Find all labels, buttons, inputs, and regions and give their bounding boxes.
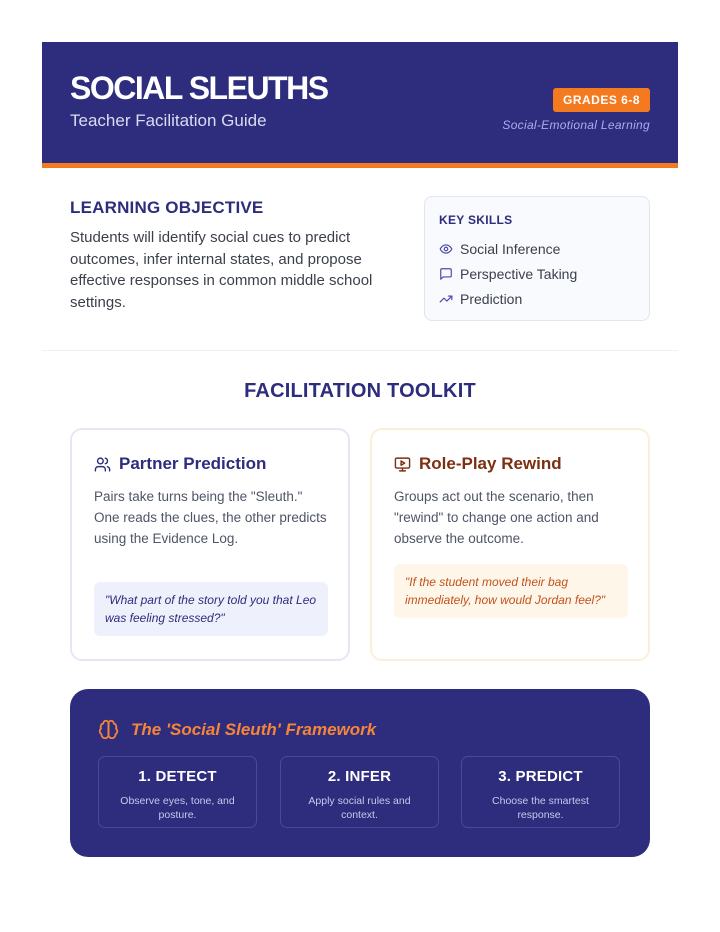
framework-heading bbox=[98, 719, 376, 740]
card-title: Role-Play Rewind bbox=[419, 454, 562, 473]
eye-icon bbox=[439, 242, 453, 256]
objective-text: Students will identify social cues to predict outcomes, infer internal states, and propose effective responses in common middle school settings. bbox=[70, 229, 373, 311]
card-quote: "What part of the story told you that Leo was feeling stressed?" bbox=[94, 582, 328, 636]
step-description: Choose the smartest response. bbox=[492, 795, 589, 821]
speech-bubble-icon bbox=[439, 267, 453, 281]
toolkit-title: FACILITATION TOOLKIT bbox=[244, 380, 476, 402]
framework-panel bbox=[70, 689, 650, 857]
framework-step-infer bbox=[280, 756, 439, 828]
step-title: 2. INFER bbox=[327, 768, 392, 785]
subject-tagline: Social-Emotional Learning bbox=[502, 118, 650, 132]
skill-item bbox=[439, 236, 635, 261]
framework-title: The 'Social Sleuth' Framework bbox=[131, 719, 377, 739]
guide-title: SOCIAL SLEUTHS bbox=[70, 70, 328, 106]
header-banner bbox=[42, 42, 678, 168]
grade-badge: GRADES 6-8 bbox=[553, 88, 650, 112]
skill-label: Perspective Taking bbox=[460, 265, 578, 282]
objective-heading: LEARNING OBJECTIVE bbox=[70, 198, 264, 217]
toolkit-card-partner-prediction bbox=[70, 428, 350, 661]
card-title: Partner Prediction bbox=[119, 454, 267, 473]
brain-icon bbox=[98, 719, 119, 740]
card-description: Pairs take turns being the "Sleuth." One reads the clues, the other predicts using the Evidence Log. bbox=[94, 489, 327, 546]
skills-heading: KEY SKILLS bbox=[439, 213, 513, 227]
toolkit-card-role-play-rewind bbox=[370, 428, 650, 661]
key-skills-box bbox=[424, 196, 650, 321]
card-heading bbox=[394, 454, 562, 474]
card-heading bbox=[94, 454, 266, 474]
section-divider bbox=[42, 350, 678, 351]
step-description: Observe eyes, tone, and posture. bbox=[120, 795, 235, 821]
card-description: Groups act out the scenario, then "rewind" to change one action and observe the outcome. bbox=[394, 489, 599, 546]
skill-label: Social Inference bbox=[460, 240, 561, 257]
step-title: 3. PREDICT bbox=[498, 768, 583, 785]
trending-up-icon bbox=[439, 292, 453, 306]
framework-step-detect bbox=[98, 756, 257, 828]
card-quote: "If the student moved their bag immediately, how would Jordan feel?" bbox=[394, 564, 628, 618]
skill-label: Prediction bbox=[460, 290, 523, 307]
framework-step-predict bbox=[461, 756, 620, 828]
skill-item bbox=[439, 261, 635, 286]
guide-subtitle: Teacher Facilitation Guide bbox=[70, 111, 267, 130]
users-icon bbox=[94, 456, 111, 473]
learning-objective bbox=[70, 198, 410, 313]
step-title: 1. DETECT bbox=[138, 768, 217, 785]
screen-play-icon bbox=[394, 456, 411, 473]
step-description: Apply social rules and context. bbox=[308, 795, 411, 821]
skill-item bbox=[439, 286, 635, 311]
